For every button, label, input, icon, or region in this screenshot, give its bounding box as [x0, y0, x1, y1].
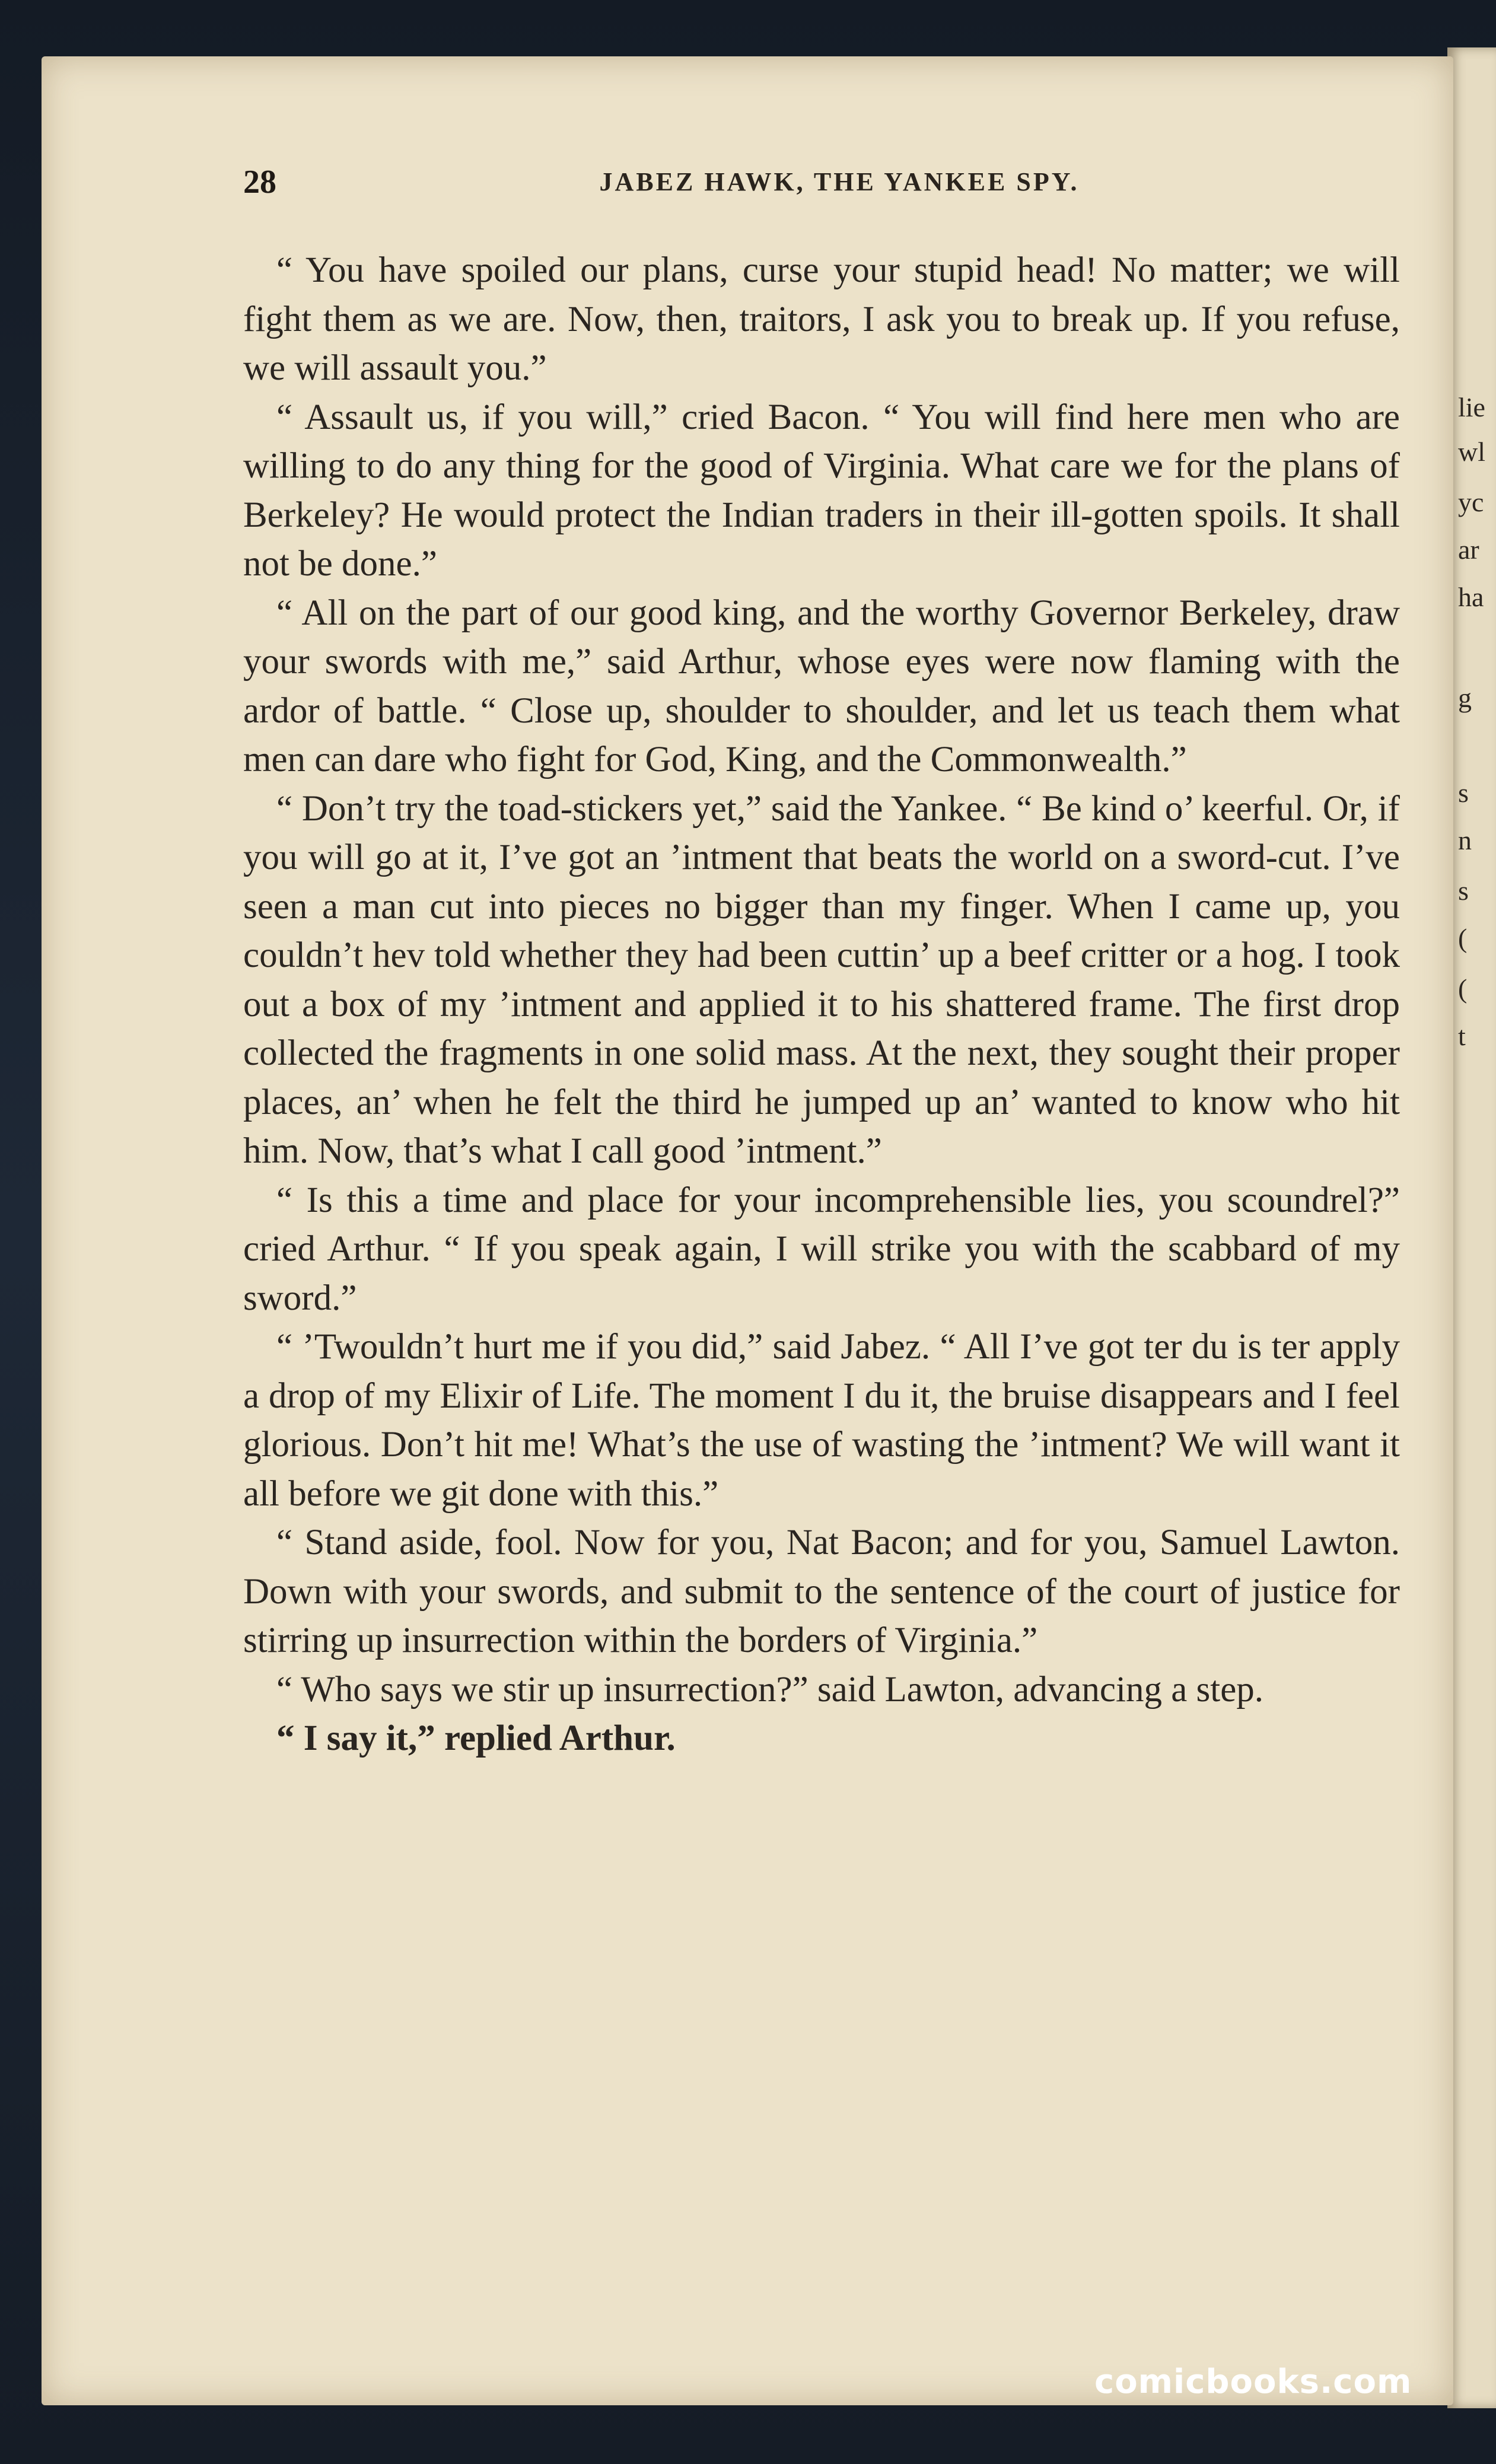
paragraph: “ Stand aside, fool. Now for you, Nat Bacon; and for you, Samuel Lawton. Down with your swords, and submit to the sentence of the court of justice for stirring up insurrection within the borders of Virginia.” [243, 1523, 1400, 1660]
page-number: 28 [243, 164, 276, 200]
paragraph: “ Don’t try the toad-stickers yet,” said the Yankee. “ Be kind o’ keerful. Or, if you will go at it, I’ve got an ’intment that beats the world on a sword-cut. I’ve seen a man cut into pieces no bigger than my finger. When I came up, you couldn’t hev told whether they had been cuttin’ up a beef critter or a hog. I took out a box of my ’intment and applied it to his shattered frame. The first drop collected the fragments in one solid mass. At the next, they sought their proper places, an’ when he felt the third he jumped up an’ wanted to know who hit him. Now, that’s what I call good ’intment.” [243, 788, 1400, 1171]
facing-page-fragment: s [1458, 876, 1469, 906]
paragraph: “ ’Twouldn’t hurt me if you did,” said Jabez. “ All I’ve got ter du is ter apply a drop of my Elixir of Life. The moment I du it, the bruise disappears and I feel glorious. Don’t hit me! What’s the use of wasting the ’intment? We will want it all before we git done with this.” [243, 1327, 1400, 1514]
paragraph: “ Assault us, if you will,” cried Bacon. “ You will find here men who are willing to do any thing for the good of Virginia. What care we for the plans of Berkeley? He would protect the Indian traders in their ill-gotten spoils. It shall not be done.” [243, 397, 1400, 584]
paragraph: “ You have spoiled our plans, curse your stupid head! No matter; we will fight them as we are. Now, then, traitors, I ask you to break up. If you refuse, we will assault you.” [243, 250, 1400, 388]
page-header [243, 163, 1435, 211]
facing-page-fragment: ar [1458, 534, 1479, 565]
paragraph: “ All on the part of our good king, and the worthy Governor Berkeley, draw your swords with me,” said Arthur, whose eyes were now flaming with the ardor of battle. “ Close up, shoulder to shoulder, and let us teach them what men can dare who fight for God, King, and the Commonwealth.” [243, 593, 1400, 779]
facing-page-fragment: ( [1458, 973, 1468, 1004]
watermark: comicbooks.com [1094, 2363, 1412, 2401]
paragraph: “ I say it,” replied Arthur. [276, 1718, 676, 1758]
running-title: JABEZ HAWK, THE YANKEE SPY. [599, 167, 1080, 196]
facing-page-fragment: g [1458, 683, 1472, 713]
paragraph: “ Who says we stir up insurrection?” said Lawton, advancing a step. [276, 1669, 1264, 1709]
facing-page-fragment: t [1458, 1021, 1466, 1051]
facing-page-fragment: lie [1458, 392, 1485, 422]
facing-page-fragment: yc [1458, 487, 1484, 517]
facing-page-fragment: ha [1458, 582, 1484, 612]
facing-page-fragment: wl [1458, 437, 1485, 467]
paragraph: “ Is this a time and place for your incomprehensible lies, you scoundrel?” cried Arthur. “ If you speak again, I will strike you with the scabbard of my sword.” [243, 1180, 1400, 1318]
body-text [243, 246, 1400, 1763]
facing-page-fragment: ( [1458, 923, 1468, 953]
facing-page-fragment: s [1458, 778, 1469, 808]
facing-page-edge [1447, 47, 1496, 2408]
facing-page-fragment: n [1458, 825, 1472, 855]
